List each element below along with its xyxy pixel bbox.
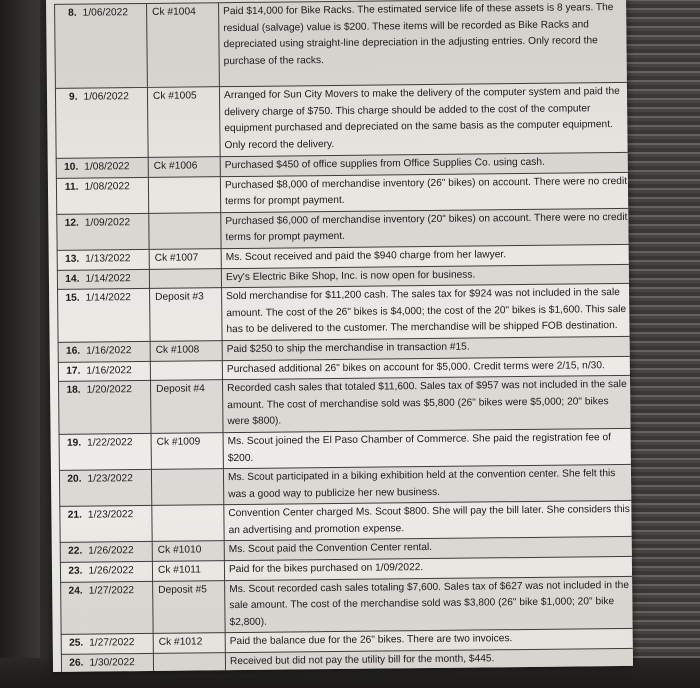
transaction-description: Ms. Scout paid the Convention Center rental. (224, 537, 633, 561)
transaction-number: 23. (60, 562, 84, 582)
transaction-number: 21. (60, 506, 84, 542)
transaction-reference: Ck #1012 (153, 633, 225, 653)
transactions-body (55, 0, 633, 672)
table-row (58, 375, 633, 434)
transaction-number: 10. (56, 158, 80, 178)
transaction-number: 26. (61, 654, 85, 672)
transaction-date: 1/30/2022 (85, 653, 153, 672)
table-row (60, 501, 633, 543)
transaction-date: 1/14/2022 (81, 269, 149, 289)
transaction-date: 1/20/2022 (82, 381, 151, 434)
transaction-description: Purchased $6,000 of merchandise inventory (20" bikes) on account. There were no credit terms for prompt payment. (221, 208, 633, 249)
transaction-description: Purchased $450 of office supplies from Office Supplies Co. using cash. (220, 152, 633, 176)
transaction-date: 1/08/2022 (80, 157, 148, 177)
transaction-description: Paid the balance due for the 26" bikes. There are two invoices. (225, 629, 633, 653)
photo-background-left (0, 0, 40, 688)
transaction-date: 1/27/2022 (85, 634, 153, 654)
transaction-reference (149, 268, 221, 288)
transaction-number: 24. (61, 582, 86, 635)
transaction-number: 8. (55, 4, 80, 88)
transaction-reference: Ck #1011 (152, 561, 224, 581)
table-row (61, 576, 633, 635)
transaction-reference (148, 176, 220, 213)
table-row (55, 82, 633, 158)
transaction-description: Received but did not pay the utility bill for the month, $445. (225, 648, 633, 672)
transaction-description: Ms. Scout recorded cash sales totaling $7,600. Sales tax of $627 was not included in the sale amount. The cost of the merchandise sold was $3,800 (26" bike $1,000; 20" bike $2,800). (225, 576, 633, 633)
transaction-date: 1/26/2022 (84, 561, 152, 581)
transaction-number: 15. (58, 289, 83, 342)
transaction-description: Paid $14,000 for Bike Racks. The estimated service life of these assets is 8 years. The residual (salvage) value is $200. These items will be recorded as Bike Racks and depreciated using straight-line depreciation in the adjusting entries. Only record the purchase of the racks. (219, 0, 633, 87)
transaction-reference: Ck #1004 (147, 3, 220, 88)
transaction-date: 1/06/2022 (79, 87, 148, 158)
transaction-description: Arranged for Sun City Movers to make the delivery of the computer system and paid the delivery charge of $750. This charge should be added to the cost of the computer equipment purchased and depreciated on the same basis as the computer equipment. Only record the delivery. (219, 82, 633, 156)
transaction-description: Ms. Scout joined the El Paso Chamber of Commerce. She paid the registration fee of $200. (223, 428, 633, 469)
transaction-number: 9. (55, 88, 80, 158)
transactions-table (54, 0, 633, 672)
transaction-reference: Deposit #4 (150, 380, 223, 434)
transaction-date: 1/22/2022 (83, 433, 151, 470)
table-row (59, 428, 633, 470)
transaction-description: Purchased $8,000 of merchandise inventory (26" bikes) on account. There were no credit terms for prompt payment. (220, 172, 633, 213)
transaction-description: Recorded cash sales that totaled $11,600. Sales tax of $957 was not included in the sale amount. The cost of merchandise sold was $5,800 (26" bikes were $5,000; 20" bikes were $800). (222, 375, 633, 432)
transaction-date: 1/16/2022 (82, 341, 150, 361)
transaction-date: 1/14/2022 (82, 289, 151, 342)
transaction-reference (153, 653, 225, 672)
transaction-date: 1/23/2022 (83, 470, 151, 507)
transaction-reference: Deposit #5 (153, 580, 226, 634)
transaction-number: 22. (60, 543, 84, 563)
transaction-reference: Ck #1006 (148, 157, 220, 177)
transaction-date: 1/16/2022 (82, 361, 150, 381)
table-row (57, 208, 633, 250)
transaction-reference: Ck #1009 (151, 433, 223, 470)
transaction-description: Ms. Scout participated in a biking exhibition held at the convention center. She felt this was a good way to publicize her new business. (223, 464, 633, 505)
transaction-reference (149, 212, 221, 249)
transaction-date: 1/09/2022 (81, 213, 149, 250)
transaction-date: 1/08/2022 (80, 177, 148, 214)
transaction-number: 25. (61, 635, 85, 655)
transaction-number: 14. (57, 270, 81, 290)
table-row (58, 284, 633, 343)
transaction-reference: Ck #1008 (150, 341, 222, 361)
transaction-reference (152, 505, 224, 542)
transaction-reference: Ck #1007 (149, 249, 221, 269)
transaction-description: Paid $250 to ship the merchandise in transaction #15. (222, 336, 633, 360)
transaction-number: 11. (56, 178, 80, 214)
transaction-date: 1/26/2022 (84, 542, 152, 562)
transaction-reference: Ck #1005 (147, 87, 220, 158)
transaction-reference (150, 360, 222, 380)
transaction-description: Sold merchandise for $11,200 cash. The sales tax for $924 was not included in the sale amount. The cost of the 26" bikes is $4,000; the cost of the 20" bikes is $1,600. This sale has to be delivered to the customer. The merchandise will be shipped FOB destination. (222, 284, 633, 341)
transaction-description: Evy's Electric Bike Shop, Inc. is now open for business. (221, 264, 633, 288)
table-row (56, 172, 633, 214)
transaction-number: 18. (58, 381, 83, 434)
transaction-reference (151, 469, 223, 506)
transaction-number: 20. (59, 470, 83, 506)
transaction-date: 1/13/2022 (81, 249, 149, 269)
transaction-number: 12. (57, 214, 81, 250)
transaction-description: Convention Center charged Ms. Scout $800. She will pay the bill later. She considers this an advertising and promotion expense. (224, 501, 633, 542)
transaction-number: 19. (59, 434, 83, 470)
transaction-date: 1/23/2022 (84, 506, 152, 543)
transaction-number: 17. (58, 362, 82, 382)
transaction-description: Ms. Scout received and paid the $940 charge from her lawyer. (221, 244, 633, 268)
table-row (55, 0, 633, 88)
transaction-number: 16. (58, 342, 82, 362)
transaction-description: Paid for the bikes purchased on 1/09/2022. (224, 556, 633, 580)
transaction-date: 1/06/2022 (79, 3, 148, 88)
transaction-date: 1/27/2022 (85, 581, 154, 634)
transaction-reference: Ck #1010 (152, 541, 224, 561)
transaction-reference: Deposit #3 (150, 288, 223, 342)
table-row (59, 464, 633, 506)
transaction-description: Purchased additional 26" bikes on account for $5,000. Credit terms were 2/15, n/30. (222, 356, 633, 380)
paper-sheet (46, 0, 633, 672)
transaction-number: 13. (57, 250, 81, 270)
